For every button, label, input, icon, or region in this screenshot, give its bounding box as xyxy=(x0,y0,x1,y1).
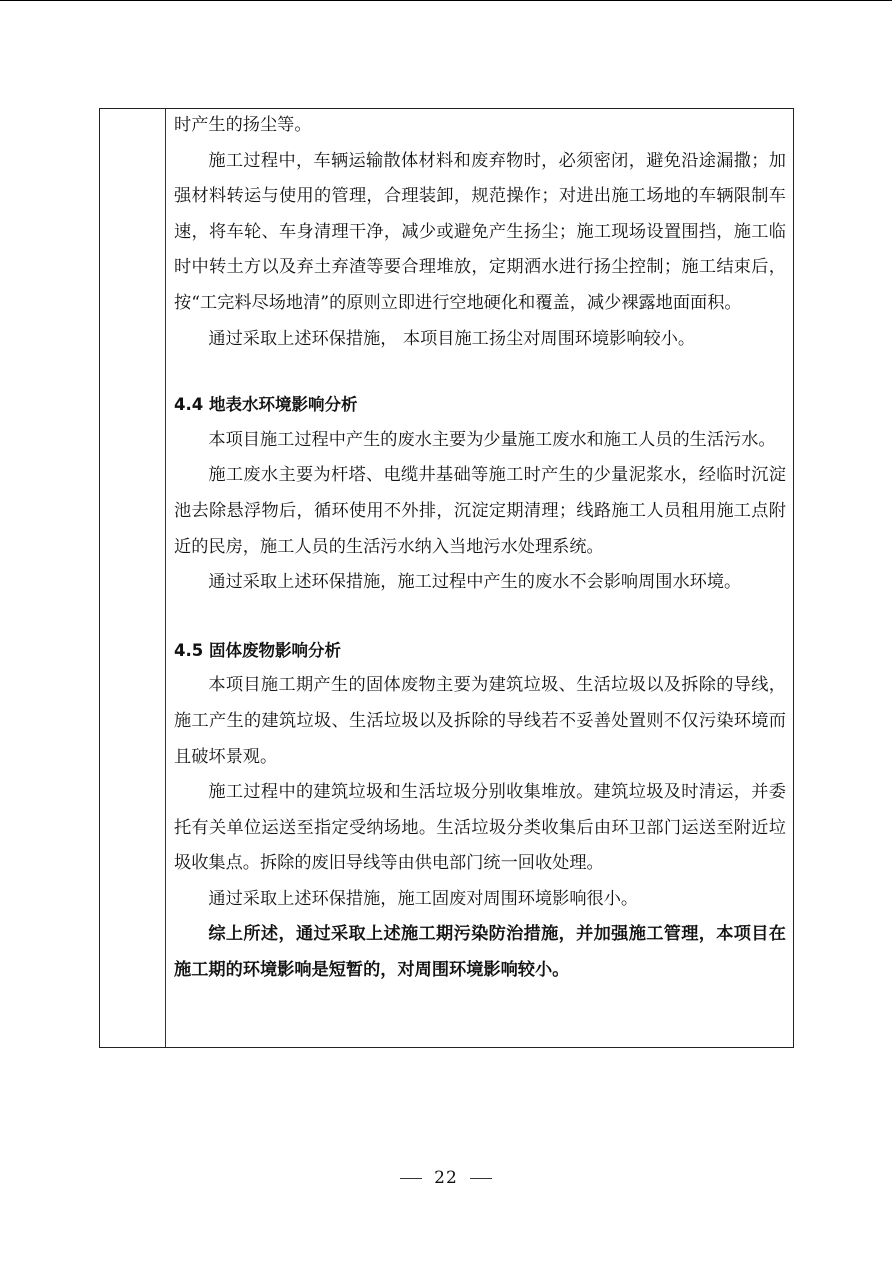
paragraph-summary: 综上所述，通过采取上述施工期污染防治措施，并加强施工管理，本项目在施工期的环境影响是短暂的，对周围环境影响较小。 xyxy=(174,924,786,981)
footer-dash-left xyxy=(400,1178,422,1179)
paragraph-solid-waste-handling: 施工过程中的建筑垃圾和生活垃圾分别收集堆放。建筑垃圾及时清运，并委托有关单位运送至指定受纳场地。生活垃圾分类收集后由环卫部门运送至附近垃圾收集点。拆除的废旧导线等由供电部门统一回收处理。 xyxy=(174,782,786,874)
page-top-border xyxy=(0,0,892,1)
paragraph-solid-waste-conclusion: 通过采取上述环保措施，施工固废对周围环境影响很小。 xyxy=(208,888,639,909)
paragraph-wastewater-sources: 本项目施工过程中产生的废水主要为少量施工废水和施工人员的生活污水。 xyxy=(208,429,776,450)
paragraph-wastewater-conclusion: 通过采取上述环保措施，施工过程中产生的废水不会影响周围水环境。 xyxy=(208,572,742,593)
paragraph-dust-measures: 施工过程中，车辆运输散体材料和废弃物时，必须密闭，避免沿途漏撒；加强材料转运与使用的管理，合理装卸，规范操作；对进出施工场地的车辆限制车速，将车轮、车身清理干净，减少或避免产生扬尘；施工现场设置围挡，施工临时中转土方以及弃土弃渣等要合理堆放，定期洒水进行扬尘控制；施工结束后，按“工完料尽场地清”的原则立即进行空地硬化和覆盖，减少裸露地面面积。 xyxy=(174,150,786,313)
paragraph-dust-continuation: 时产生的扬尘等。 xyxy=(174,115,312,135)
section-heading-solid-waste: 4.5 固体废物影响分析 xyxy=(174,640,341,660)
page-number: 22 xyxy=(434,1168,458,1188)
paragraph-solid-waste-sources: 本项目施工期产生的固体废物主要为建筑垃圾、生活垃圾以及拆除的导线，施工产生的建筑垃圾、生活垃圾以及拆除的导线若不妥善处置则不仅污染环境而且破坏景观。 xyxy=(174,675,786,767)
column-divider xyxy=(165,109,166,1047)
paragraph-dust-conclusion: 通过采取上述环保措施， 本项目施工扬尘对周围环境影响较小。 xyxy=(208,328,696,349)
page-footer xyxy=(0,1168,892,1188)
content-cell xyxy=(174,108,786,989)
footer-dash-right xyxy=(470,1178,492,1179)
paragraph-wastewater-treatment: 施工废水主要为杆塔、电缆井基础等施工时产生的少量泥浆水，经临时沉淀池去除悬浮物后，循环使用不外排，沉淀定期清理；线路施工人员租用施工点附近的民房，施工人员的生活污水纳入当地污水处理系统。 xyxy=(174,465,786,557)
section-heading-surface-water: 4.4 地表水环境影响分析 xyxy=(174,395,358,415)
